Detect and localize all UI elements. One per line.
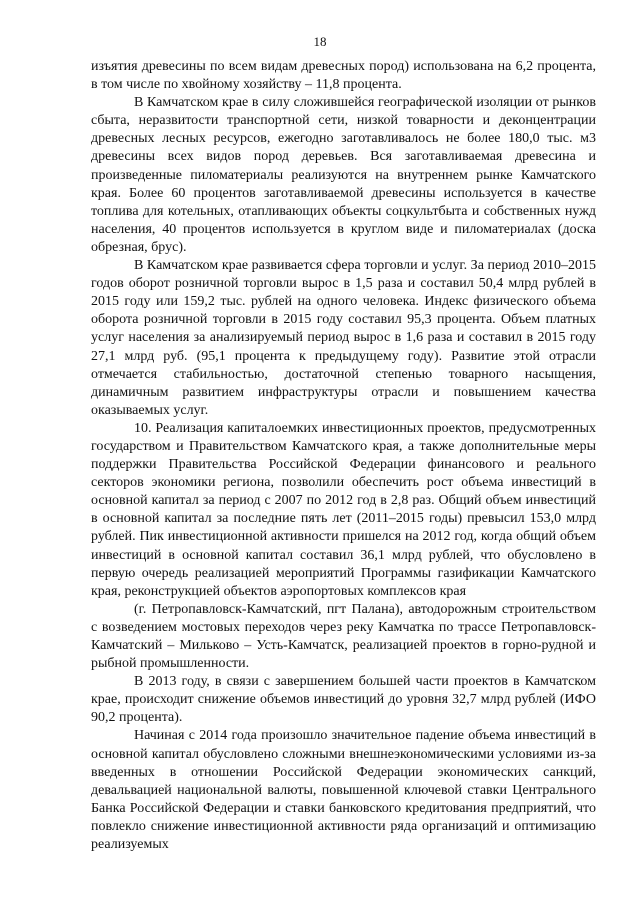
page-number: 18 (313, 34, 327, 49)
document-body (91, 58, 596, 854)
paragraph-investment-2014: Начиная с 2014 года произошло значительное падение объема инвестиций в основной капитал обусловлено сложными внешнеэкономическими условиями из-за введенных в отношении Российской Федерации экономических санкций, девальвацией национальной валюты, повышенной ключевой ставки Центрального Банка Российской Федерации и ставки банковского кредитования предприятий, что повлекло снижение инвестиционной активности ряда организаций и оптимизацию реализуемых (91, 728, 596, 853)
paragraph-timber-market: В Камчатском крае в силу сложившейся географической изоляции от рынков сбыта, неразвитости транспортной сети, низкой товарности и деконцентрации древесных лесных ресурсов, ежегодно заготавливалось не более 180,0 тыс. м3 древесины всех видов пород деревьев. Вся заготавливаемая древесина и произведенные пиломатериалы реализуются на внутреннем рынке Камчатского края. Более 60 процентов заготавливаемой древесины используется в качестве топлива для котельных, отапливающих объекты соцкультбыта и собственных нужд населения, 40 процентов используется в круглом виде и пиломатериалах (доска обрезная, брус). (91, 95, 596, 255)
paragraph-construction-projects: (г. Петропавловск-Камчатский, пгт Палана), автодорожным строительством с возведением мостовых переходов через реку Камчатка по трассе Петропавловск-Камчатский – Мильково – Усть-Камчатск, реализацией проектов в горно-рудной и рыбной промышленности. (91, 601, 596, 672)
paragraph-investment-projects: 10. Реализация капиталоемких инвестиционных проектов, предусмотренных государством и Правительством Камчатского края, а также дополнительные меры поддержки Правительства Российской Федерации финансового и реального секторов экономики региона, позволили обеспечить рост объема инвестиций в основной капитал за период с 2007 по 2012 год в 2,8 раз. Общий объем инвестиций в основной капитал за последние пять лет (2011–2015 годы) превысил 153,0 млрд рублей. Пик инвестиционной активности пришелся на 2012 год, когда общий объем инвестиций в основной капитал составил 36,1 млрд рублей, что обусловлено в первую очередь реализацией мероприятий Программы газификации Камчатского края, реконструкцией объектов аэропортовых комплексов края (91, 420, 596, 599)
paragraph-timber-continuation: изъятия древесины по всем видам древесных пород) использована на 6,2 процента, в том числе по хвойному хозяйству – 11,8 процента. (91, 59, 596, 93)
paragraph-trade-services: В Камчатском крае развивается сфера торговли и услуг. За период 2010–2015 годов оборот розничной торговли вырос в 1,5 раза и составил 50,4 млрд рублей в 2015 году или 159,2 тыс. рублей на одного человека. Индекс физического объема оборота розничной торговли в 2015 году составил 95,3 процента. Объем платных услуг населения за анализируемый период вырос в 1,6 раза и составил в 2015 году 27,1 млрд руб. (95,1 процента к предыдущему году). Развитие этой отрасли отмечается стабильностью, достаточной степенью товарного насыщения, динамичным развитием инфраструктуры отрасли и повышением качества оказываемых услуг. (91, 258, 596, 418)
paragraph-investment-2013: В 2013 году, в связи с завершением большей части проектов в Камчатском крае, происходит снижение объемов инвестиций до уровня 32,7 млрд рублей (ИФО 90,2 процента). (91, 674, 596, 726)
